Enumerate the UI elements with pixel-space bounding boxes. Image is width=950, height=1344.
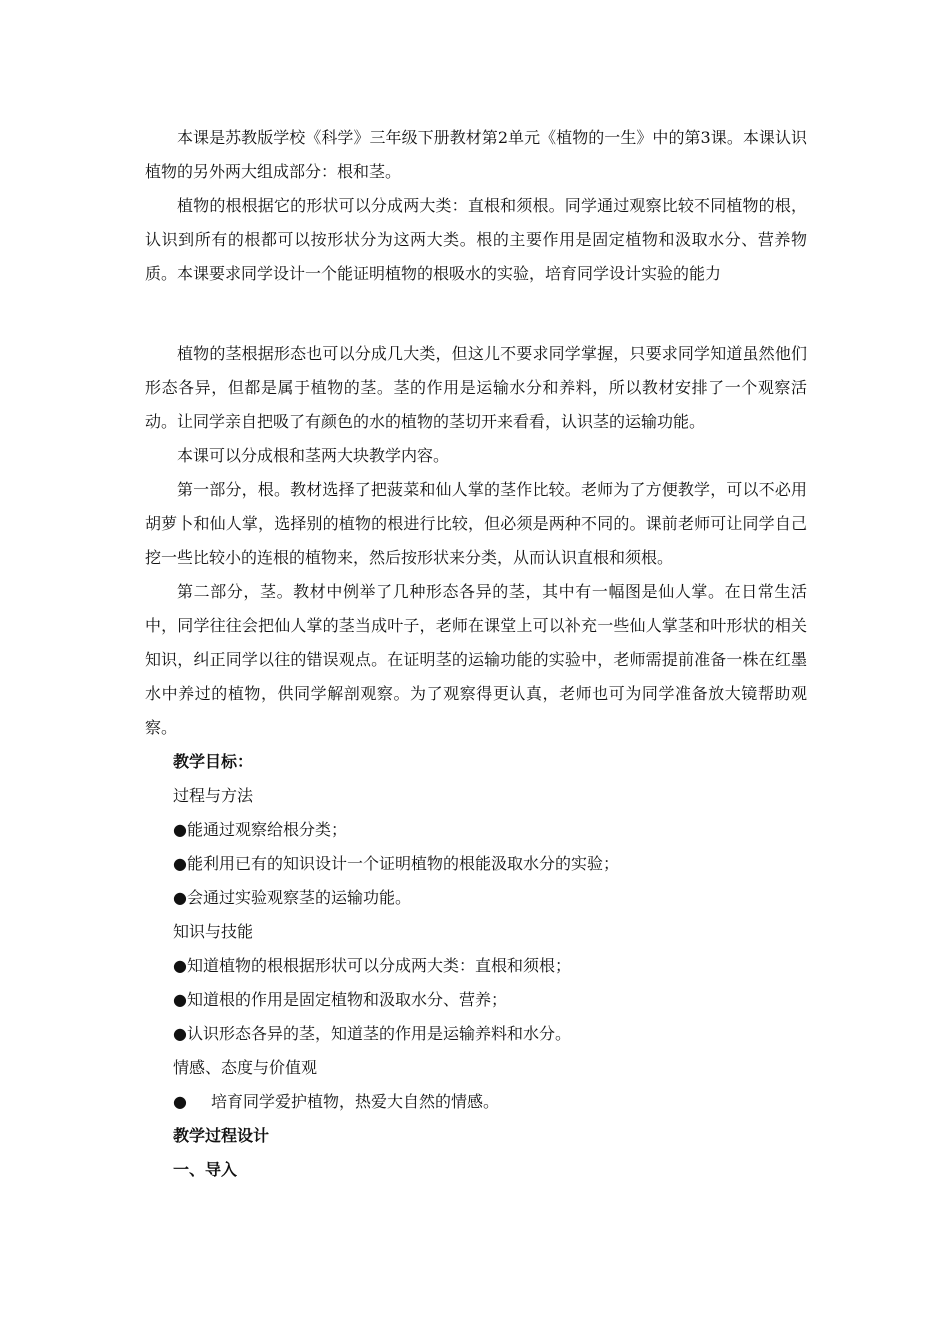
main-section (145, 337, 807, 1187)
bullet-icon: ● (173, 1092, 187, 1111)
process-design-heading: 教学过程设计 (173, 1126, 270, 1145)
attitude-value-heading: 情感、态度与价值观 (173, 1058, 318, 1077)
goal-item: ●认识形态各异的茎，知道茎的作用是运输养料和水分。 (173, 1024, 571, 1043)
paragraph-intro-1: 本课是苏教版学校《科学》三年级下册教材第2单元《植物的一生》中的第3课。本课认识植物的另外两大组成部分：根和茎。 (145, 128, 807, 181)
paragraph-part-two-stem: 第二部分，茎。教材中例举了几种形态各异的茎，其中有一幅图是仙人掌。在日常生活中，同学往往会把仙人掌的茎当成叶子，老师在课堂上可以补充一些仙人掌茎和叶形状的相关知识，纠正同学以往的错误观点。在证明茎的运输功能的实验中，老师需提前准备一株在红墨水中养过的植物，供同学解剖观察。为了观察得更认真，老师也可为同学准备放大镜帮助观察。 (145, 582, 807, 737)
section-intro-heading: 一、导入 (173, 1160, 238, 1179)
paragraph-part-one-root: 第一部分，根。教材选择了把菠菜和仙人掌的茎作比较。老师为了方便教学，可以不必用胡萝卜和仙人掌，选择别的植物的根进行比较，但必须是两种不同的。课前老师可让同学自己挖一些比较小的连根的植物来，然后按形状来分类，从而认识直根和须根。 (145, 480, 807, 567)
goal-item: ●能利用已有的知识设计一个证明植物的根能汲取水分的实验； (173, 854, 619, 873)
knowledge-skill-heading: 知识与技能 (173, 922, 254, 941)
goal-item: ●知道植物的根根据形状可以分成两大类：直根和须根； (173, 956, 571, 975)
goal-item (145, 1085, 807, 1119)
paragraph-two-parts: 本课可以分成根和茎两大块教学内容。 (177, 446, 450, 465)
goal-item: ●能通过观察给根分类； (173, 820, 347, 839)
process-method-heading: 过程与方法 (173, 786, 254, 805)
intro-section (145, 121, 807, 291)
goals-heading: 教学目标： (173, 752, 254, 771)
paragraph-stem: 植物的茎根据形态也可以分成几大类，但这儿不要求同学掌握，只要求同学知道虽然他们形态各异，但都是属于植物的茎。茎的作用是运输水分和养料，所以教材安排了一个观察活动。让同学亲自把吸了有颜色的水的植物的茎切开来看看，认识茎的运输功能。 (145, 344, 807, 431)
goal-item: ●知道根的作用是固定植物和汲取水分、营养； (173, 990, 507, 1009)
goal-item: ●会通过实验观察茎的运输功能。 (173, 888, 411, 907)
goal-item-text: 培育同学爱护植物，热爱大自然的情感。 (211, 1092, 500, 1111)
paragraph-intro-2: 植物的根根据它的形状可以分成两大类：直根和须根。同学通过观察比较不同植物的根，认识到所有的根都可以按形状分为这两大类。根的主要作用是固定植物和汲取水分、营养物质。本课要求同学设计一个能证明植物的根吸水的实验，培育同学设计实验的能力 (145, 196, 807, 283)
